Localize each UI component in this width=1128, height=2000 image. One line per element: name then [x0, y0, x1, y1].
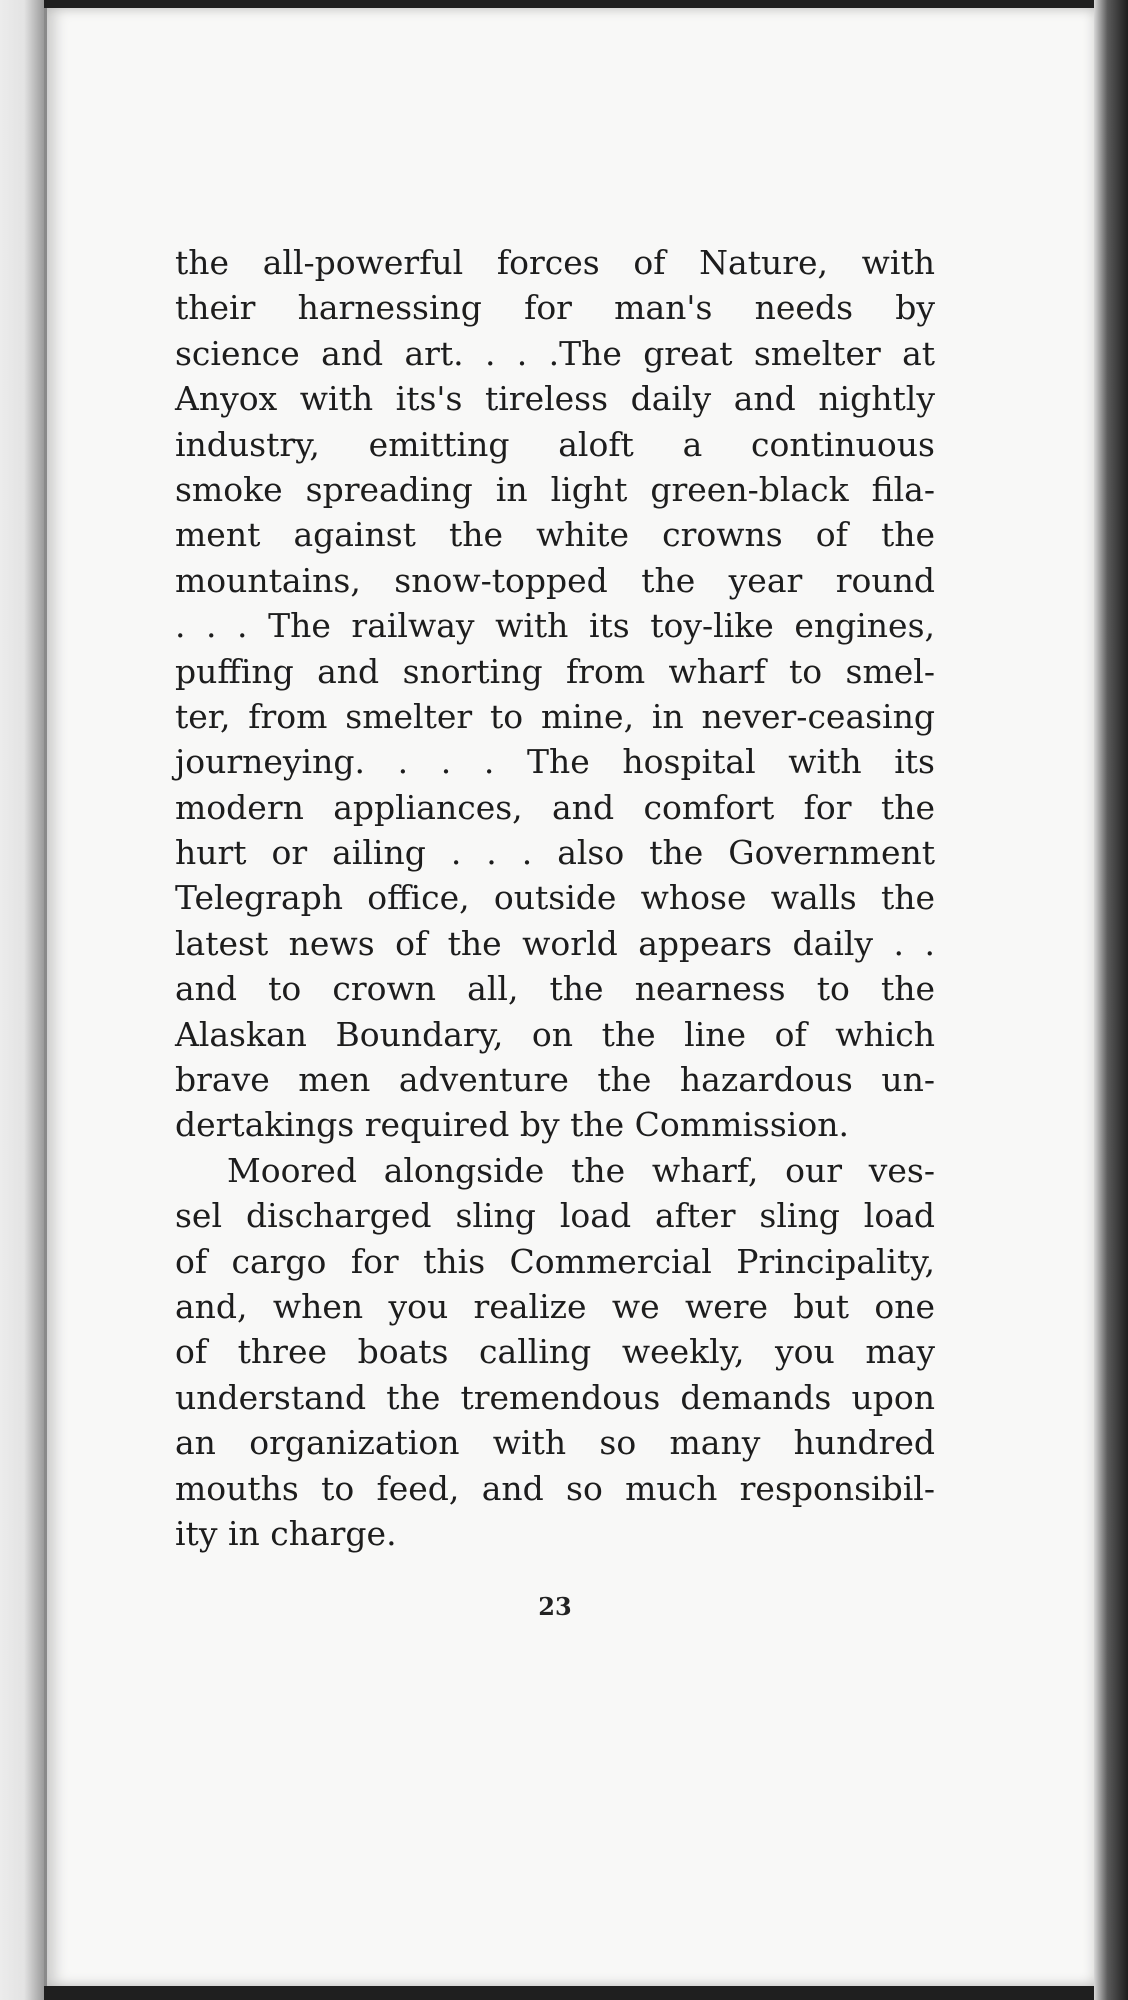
text-line: smoke spreading in light green-black fila-	[175, 469, 935, 509]
text-line: latest news of the world appears daily . .	[175, 923, 935, 963]
text-line: hurt or ailing . . . also the Government	[175, 833, 935, 873]
text-line: science and art. . . .The great smelter at	[175, 333, 935, 373]
text-line: sel discharged sling load after sling load	[175, 1196, 935, 1236]
text-line: of three boats calling weekly, you may	[175, 1332, 935, 1372]
text-line: ity in charge.	[175, 1513, 397, 1553]
text-line: mountains, snow-topped the year round	[175, 560, 935, 600]
facing-page-edge	[0, 0, 44, 2000]
text-line: their harnessing for man's needs by	[175, 288, 935, 328]
text-line: understand the tremendous demands upon	[175, 1377, 935, 1417]
text-line: industry, emitting aloft a continuous	[175, 424, 935, 464]
text-line: and, when you realize we were but one	[175, 1286, 935, 1326]
text-line: Telegraph office, outside whose walls the	[175, 878, 935, 918]
body-text	[175, 240, 935, 1556]
text-line: ter, from smelter to mine, in never-ceasing	[175, 696, 935, 736]
page-number: 23	[538, 1592, 572, 1621]
page-edge-shadow	[1094, 0, 1128, 2000]
text-line: mouths to feed, and so much responsibil-	[175, 1468, 935, 1508]
text-line: of cargo for this Commercial Principality,	[175, 1241, 935, 1281]
text-line: Alaskan Boundary, on the line of which	[175, 1014, 935, 1054]
text-line: the all-powerful forces of Nature, with	[175, 243, 935, 282]
paragraph-2	[175, 1148, 935, 1557]
text-line: ment against the white crowns of the	[175, 515, 935, 555]
text-line: dertakings required by the Commission.	[175, 1105, 849, 1145]
text-line: Anyox with its's tireless daily and nightly	[175, 379, 935, 419]
text-line: journeying. . . . The hospital with its	[175, 742, 935, 782]
text-line: brave men adventure the hazardous un-	[175, 1060, 935, 1100]
text-line: and to crown all, the nearness to the	[175, 969, 935, 1009]
text-line: modern appliances, and comfort for the	[175, 787, 935, 827]
text-line: Moored alongside the wharf, our ves-	[227, 1150, 935, 1190]
paragraph-1	[175, 240, 935, 1148]
text-line: . . . The railway with its toy-like engines,	[175, 606, 935, 646]
text-line: an organization with so many hundred	[175, 1423, 935, 1463]
text-line: puffing and snorting from wharf to smel-	[175, 651, 935, 691]
